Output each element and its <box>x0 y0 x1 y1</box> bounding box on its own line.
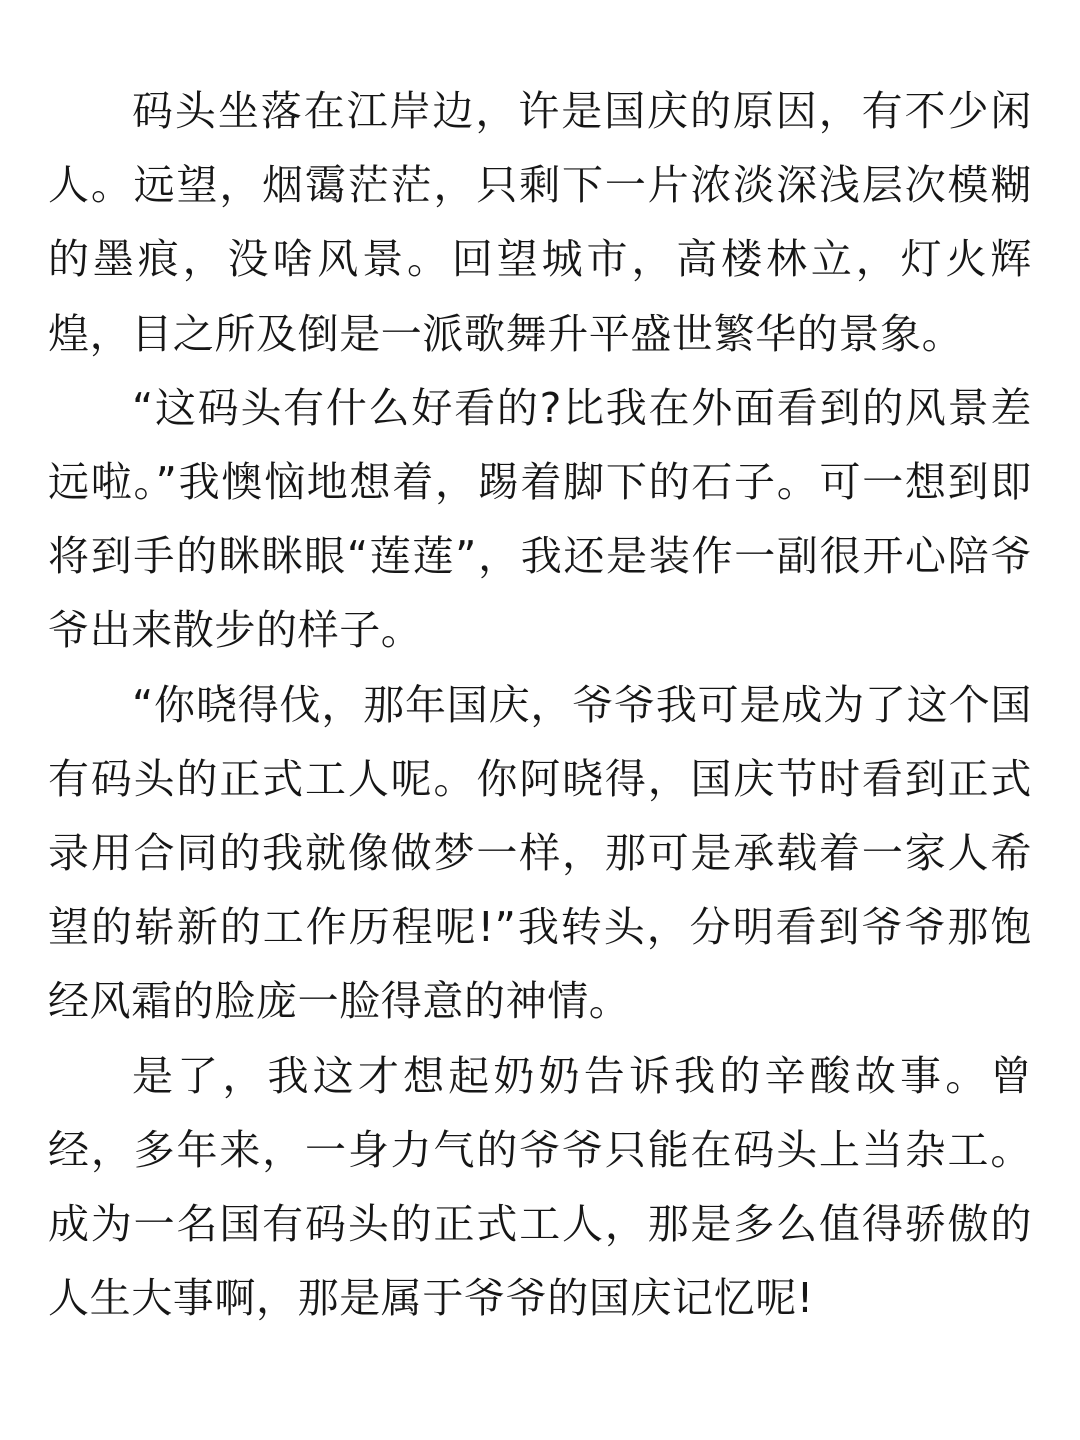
article-body <box>48 74 1032 1335</box>
paragraph-2: “这码头有什么好看的?比我在外面看到的风景差远啦。”我懊恼地想着，踢着脚下的石子。可一想到即将到手的眯眯眼“莲莲”，我还是装作一副很开心陪爷爷出来散步的样子。 <box>48 383 1032 655</box>
paragraph-3: “你晓得伐，那年国庆，爷爷我可是成为了这个国有码头的正式工人呢。你阿晓得，国庆节时看到正式录用合同的我就像做梦一样，那可是承载着一家人希望的崭新的工作历程呢!”我转头，分明看到爷爷那饱经风霜的脸庞一脸得意的神情。 <box>48 680 1032 1026</box>
paragraph-1: 码头坐落在江岸边，许是国庆的原因，有不少闲人。远望，烟霭茫茫，只剩下一片浓淡深浅层次模糊的墨痕，没啥风景。回望城市，高楼林立，灯火辉煌，目之所及倒是一派歌舞升平盛世繁华的景象。 <box>48 87 1032 358</box>
paragraph-4: 是了，我这才想起奶奶告诉我的辛酸故事。曾经，多年来，一身力气的爷爷只能在码头上当杂工。成为一名国有码头的正式工人，那是多么值得骄傲的人生大事啊，那是属于爷爷的国庆记忆呢! <box>48 1051 1032 1323</box>
